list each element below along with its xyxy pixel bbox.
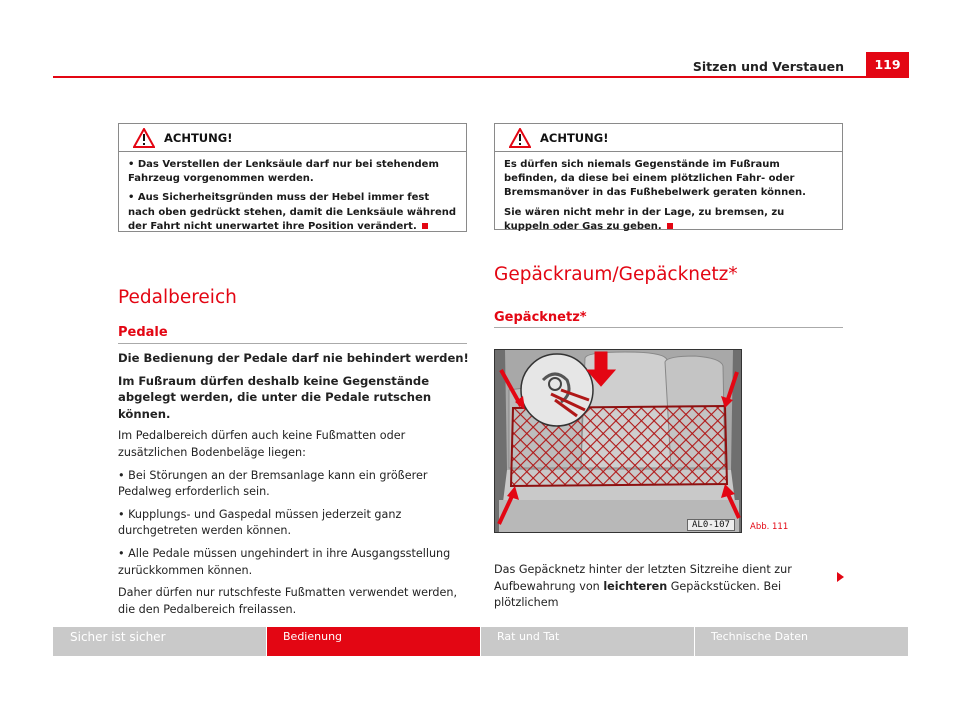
footer-tab-technische-daten[interactable]: Technische Daten — [695, 627, 908, 656]
warning-box-footwell — [494, 123, 843, 230]
luggage-net-figure — [494, 349, 742, 533]
warning-paragraph: Es dürfen sich niemals Gegenstände im Fußraum befinden, da diese bei einem plötzlichen Fahr- oder Bremsmanöver in das Fußhebelwerk geraten können. — [504, 159, 806, 199]
footer-tab-sicher-ist-sicher[interactable]: Sicher ist sicher — [53, 627, 266, 656]
warning-body — [119, 152, 466, 243]
subheading-pedale: Pedale — [118, 325, 168, 340]
luggage-net-text — [494, 562, 846, 618]
paragraph: Das Gepäcknetz hinter der letzten Sitzreihe dient zur Aufbewahrung von leichteren Gepäckstücken. Bei plötzlichem — [494, 563, 792, 610]
warning-header — [119, 124, 466, 152]
pedal-text-block — [118, 350, 470, 624]
paragraph: Im Pedalbereich dürfen auch keine Fußmatten oder zusätzlichen Bodenbeläge liegen: — [118, 429, 406, 459]
footer-navigation — [53, 627, 909, 656]
warning-triangle-icon — [509, 128, 531, 148]
page-number: 119 — [866, 52, 909, 77]
warning-body — [495, 152, 842, 243]
section-heading-pedalbereich: Pedalbereich — [118, 287, 237, 308]
warning-triangle-icon — [133, 128, 155, 148]
subheading-rule — [494, 327, 843, 328]
end-of-section-icon — [667, 223, 673, 229]
warning-title: ACHTUNG! — [540, 130, 609, 145]
luggage-net-illustration — [495, 350, 742, 533]
bullet-paragraph: • Alle Pedale müssen ungehindert in ihre Ausgangsstellung zurückkommen können. — [118, 546, 451, 577]
subheading-rule — [118, 343, 467, 344]
figure-code-label: AL0-107 — [687, 519, 735, 531]
warning-box-steering — [118, 123, 467, 232]
warning-paragraph: • Aus Sicherheitsgründen muss der Hebel immer fest nach oben gedrückt stehen, damit die Lenksäule während der Fahrt nicht unerwartet ihre Position verändert. — [128, 192, 457, 232]
footer-tab-bedienung[interactable]: Bedienung — [267, 627, 480, 656]
bullet-paragraph: • Kupplungs- und Gaspedal müssen jederzeit ganz durchgetreten werden können. — [118, 507, 402, 538]
bullet-paragraph: • Bei Störungen an der Bremsanlage kann ein größerer Pedalweg erforderlich sein. — [118, 468, 428, 499]
warning-header — [495, 124, 842, 152]
header-divider — [53, 76, 909, 78]
footer-tab-rat-und-tat[interactable]: Rat und Tat — [481, 627, 694, 656]
subheading-gepaecknetz: Gepäcknetz* — [494, 310, 587, 325]
bold-paragraph: Die Bedienung der Pedale darf nie behindert werden! — [118, 351, 469, 365]
paragraph: Daher dürfen nur rutschfeste Fußmatten verwendet werden, die den Pedalbereich freilassen. — [118, 586, 458, 616]
page-header-title: Sitzen und Verstauen — [692, 59, 844, 74]
warning-title: ACHTUNG! — [164, 130, 233, 145]
warning-paragraph: Sie wären nicht mehr in der Lage, zu bremsen, zu kuppeln oder Gas zu geben. — [504, 206, 785, 232]
continue-arrow-icon — [837, 572, 844, 582]
bold-paragraph: Im Fußraum dürfen deshalb keine Gegenstände abgelegt werden, die unter die Pedale rutschen können. — [118, 373, 432, 421]
figure-caption: Abb. 111 — [750, 522, 789, 532]
end-of-section-icon — [422, 223, 428, 229]
section-heading-gepaeckraum: Gepäckraum/Gepäcknetz* — [494, 264, 738, 285]
warning-paragraph: • Das Verstellen der Lenksäule darf nur bei stehendem Fahrzeug vorgenommen werden. — [128, 159, 439, 185]
